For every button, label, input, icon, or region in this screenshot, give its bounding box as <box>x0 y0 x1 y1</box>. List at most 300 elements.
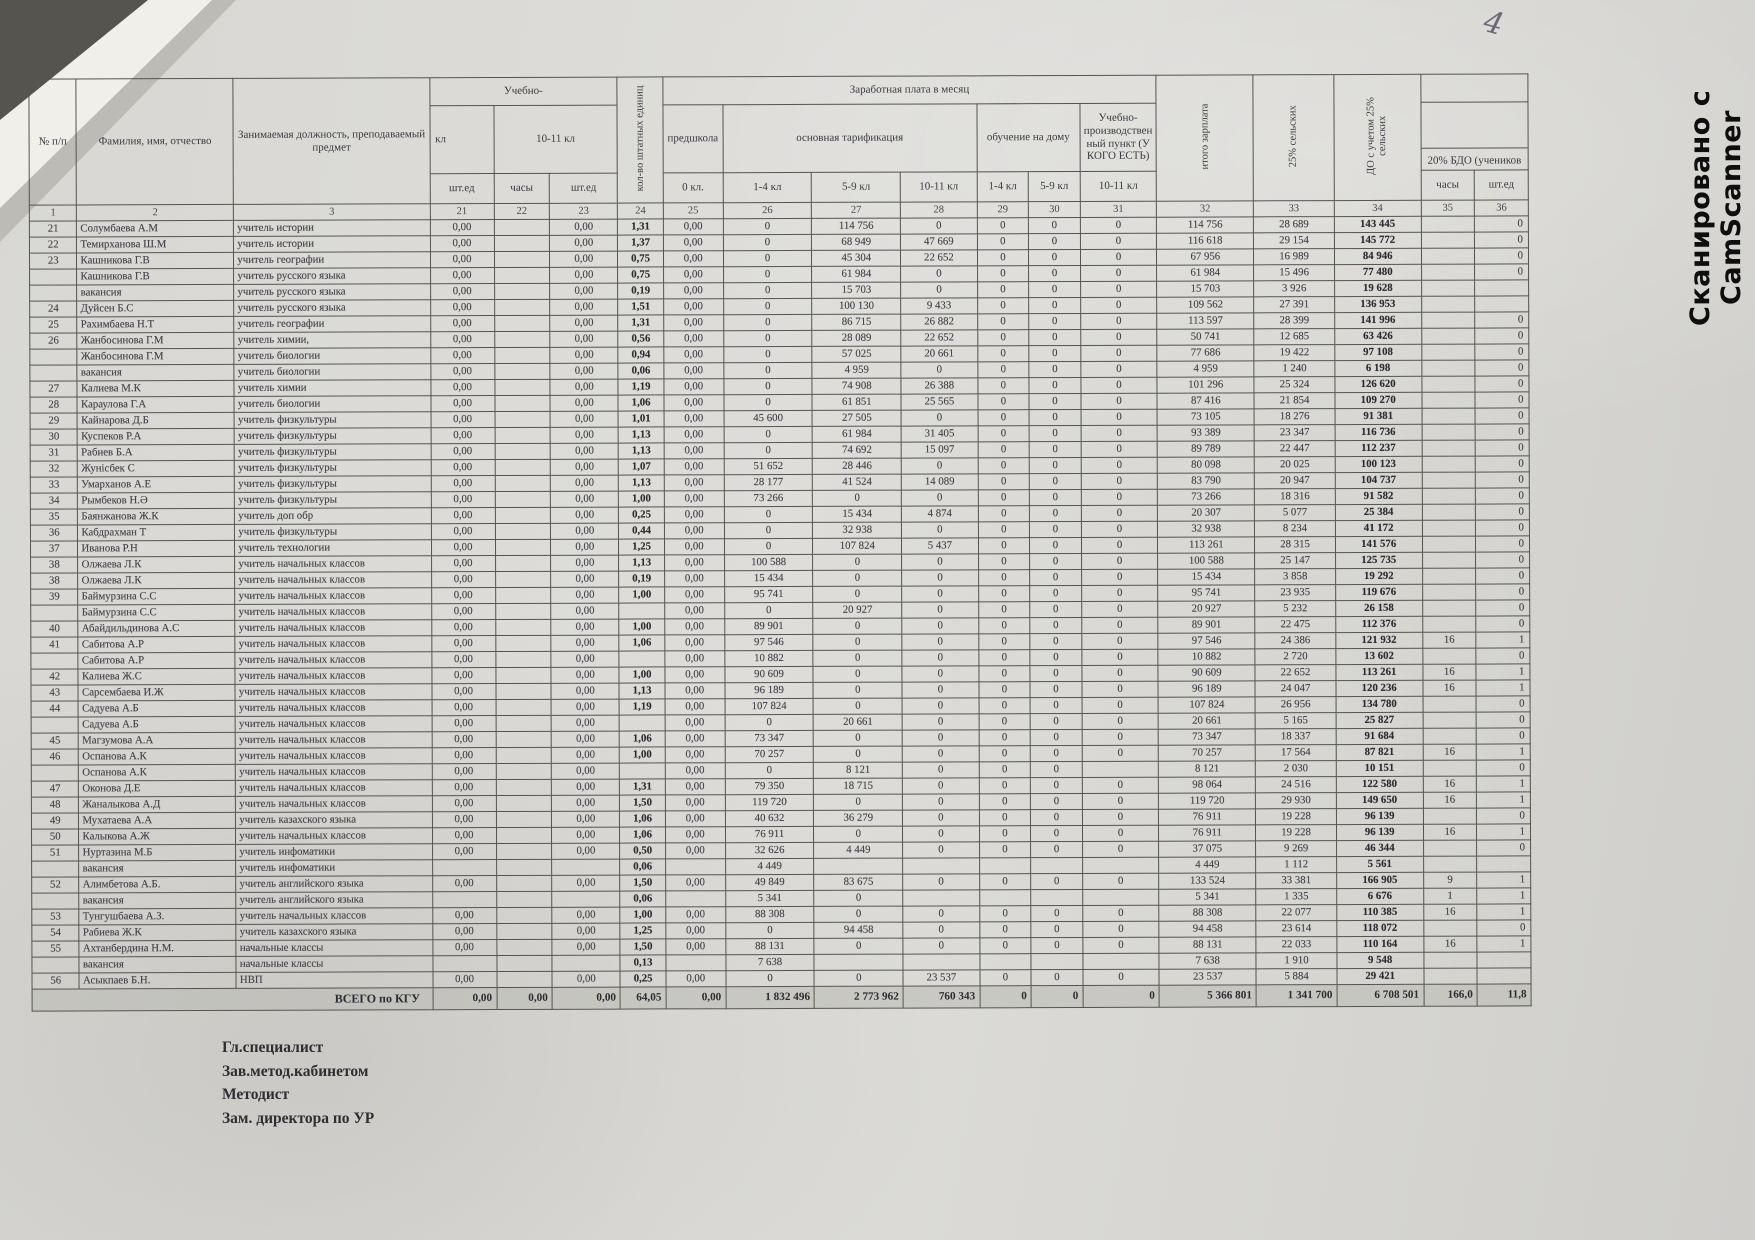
cell: 0,00 <box>665 779 725 795</box>
cell: 0 <box>1030 649 1082 665</box>
cell: 0 <box>1476 504 1530 520</box>
cell: 88 308 <box>1159 905 1256 921</box>
cell: Магзумова А.А <box>79 732 236 749</box>
cell: 0 <box>1475 472 1529 488</box>
cell <box>1422 552 1476 568</box>
cell: учитель казахского языка <box>236 812 432 829</box>
cell: 0,00 <box>431 572 495 588</box>
cell: 1,31 <box>618 219 663 235</box>
cell: Кашникова Г.В <box>77 252 234 269</box>
cell <box>496 955 552 971</box>
colnum: 24 <box>618 203 663 219</box>
cell <box>666 955 726 971</box>
cell: 0,00 <box>551 523 619 539</box>
cell: 1 <box>1477 776 1531 792</box>
cell: 0,00 <box>664 571 724 587</box>
cell: 49 849 <box>725 874 814 890</box>
cell <box>1423 840 1477 856</box>
colnum: 26 <box>723 202 812 218</box>
cell: 0,94 <box>618 347 663 363</box>
cell <box>903 858 979 874</box>
cell: 0 <box>1031 921 1083 937</box>
cell: учитель физкультуры <box>235 444 431 461</box>
cell <box>620 763 665 779</box>
cell: 20 927 <box>813 602 902 618</box>
cell: 79 350 <box>725 778 814 794</box>
cell: Кашникова Г.В <box>77 268 234 285</box>
cell: 0,00 <box>550 235 618 251</box>
cell <box>1031 953 1083 969</box>
cell: 8 234 <box>1255 521 1336 537</box>
cell: учитель физкультуры <box>234 428 430 445</box>
cell <box>496 875 552 891</box>
cell: 29 421 <box>1337 968 1424 984</box>
cell: 22 652 <box>901 250 977 266</box>
cell: 112 237 <box>1335 440 1422 456</box>
cell: 0 <box>814 970 903 986</box>
cell: 45 600 <box>724 410 813 426</box>
cell <box>496 763 552 779</box>
cell: 15 434 <box>813 506 902 522</box>
tariff-table-wrap <box>28 73 1541 1011</box>
cell: 101 296 <box>1157 377 1254 393</box>
cell: вакансия <box>77 284 234 301</box>
cell <box>1031 857 1083 873</box>
cell: 80 098 <box>1157 457 1254 473</box>
cell: 18 715 <box>814 778 903 794</box>
cell: учитель начальных классов <box>235 620 431 637</box>
cell: 63 426 <box>1335 328 1422 344</box>
cell <box>495 587 551 603</box>
cell: 0 <box>723 298 812 314</box>
cell: 0 <box>1030 569 1082 585</box>
cell: 22 <box>29 237 77 253</box>
cell: 87 416 <box>1157 393 1254 409</box>
cell: 25 147 <box>1255 553 1336 569</box>
cell: 0,00 <box>551 539 619 555</box>
cell: Оспанова А.К <box>79 748 236 765</box>
colnum: 30 <box>1028 201 1080 217</box>
cell: 16 <box>1423 824 1477 840</box>
cell: Асыкпаев Б.Н. <box>79 972 236 989</box>
cell <box>1421 280 1475 296</box>
cell: 3 926 <box>1254 281 1335 297</box>
total-row <box>32 984 1531 1011</box>
cell: 38 <box>31 573 79 589</box>
cell: 8 121 <box>814 762 903 778</box>
cell: 16 <box>1422 664 1476 680</box>
cell: 0,00 <box>431 588 495 604</box>
cell: 18 337 <box>1255 729 1336 745</box>
cell: 0 <box>1082 777 1159 793</box>
cell <box>1421 296 1475 312</box>
cell: 25 827 <box>1336 712 1423 728</box>
cell: 0 <box>1477 808 1531 824</box>
cell <box>31 653 79 669</box>
header-chasy: часы <box>494 173 550 203</box>
cell: 0 <box>903 922 979 938</box>
cell: 119 676 <box>1335 584 1422 600</box>
cell: 0,00 <box>664 379 724 395</box>
cell: 0 <box>1082 633 1159 649</box>
cell: 0,00 <box>430 364 494 380</box>
cell: 0,00 <box>550 443 618 459</box>
cell: 0 <box>902 522 978 538</box>
cell: 0,19 <box>619 571 664 587</box>
total-cell: 0 <box>980 986 1032 1008</box>
cell: Жаналыкова А.Д <box>79 796 236 813</box>
cell: 0 <box>978 634 1030 650</box>
table-footer <box>32 984 1531 1011</box>
cell: 107 824 <box>725 698 814 714</box>
cell: учитель начальных классов <box>236 828 432 845</box>
cell: 0,00 <box>665 875 725 891</box>
cell: Олжаева Л.К <box>78 556 235 573</box>
cell: 113 597 <box>1157 313 1254 329</box>
cell: 0 <box>1030 697 1082 713</box>
cell: 26 956 <box>1255 697 1336 713</box>
colnum: 29 <box>977 202 1029 218</box>
cell: 97 546 <box>724 634 813 650</box>
cell: 23 614 <box>1256 921 1337 937</box>
cell: 0 <box>1031 825 1083 841</box>
cell: 0 <box>1477 920 1531 936</box>
cell: 0 <box>1475 392 1529 408</box>
cell <box>496 715 552 731</box>
cell: 0,00 <box>552 971 620 987</box>
cell <box>495 523 551 539</box>
cell: 45 304 <box>812 250 901 266</box>
cell: 0,00 <box>664 539 724 555</box>
cell: учитель начальных классов <box>235 604 431 621</box>
cell: Жанбосинова Г.М <box>77 332 234 349</box>
cell <box>30 285 78 301</box>
cell: 0 <box>977 266 1029 282</box>
cell: 97 546 <box>1158 633 1255 649</box>
header-itogo-label: итого зарплата <box>1198 103 1211 170</box>
cell: 0 <box>813 586 902 602</box>
cell: 0,00 <box>430 252 494 268</box>
cell: Солумбаева А.М <box>77 220 234 237</box>
cell: 0 <box>1030 505 1082 521</box>
cell: 0,00 <box>551 555 619 571</box>
cell: 0,06 <box>618 363 663 379</box>
cell <box>1477 968 1531 984</box>
cell: 5 437 <box>902 538 978 554</box>
cell: 4 874 <box>902 506 978 522</box>
cell: 5 561 <box>1336 856 1423 872</box>
cell <box>494 299 550 315</box>
cell: 0 <box>902 602 978 618</box>
cell <box>1082 857 1159 873</box>
cell: 0,00 <box>431 444 495 460</box>
cell: 22 033 <box>1256 937 1337 953</box>
cell <box>1477 856 1531 872</box>
cell: 120 236 <box>1336 680 1423 696</box>
cell: 0 <box>1081 361 1158 377</box>
cell: 95 741 <box>1158 585 1255 601</box>
cell: 0 <box>813 682 902 698</box>
cell: 0 <box>723 250 812 266</box>
colnum: 21 <box>430 204 494 220</box>
cell <box>496 891 552 907</box>
cell: 1,07 <box>619 459 664 475</box>
cell: 0 <box>813 490 902 506</box>
cell <box>1423 696 1477 712</box>
cell: 4 959 <box>1157 361 1254 377</box>
cell: 77 686 <box>1157 345 1254 361</box>
cell: 0 <box>723 218 812 234</box>
cell: 0 <box>1081 553 1158 569</box>
cell: 0,00 <box>430 220 494 236</box>
cell: 0 <box>1029 217 1081 233</box>
cell: Калыкова А.Ж <box>79 828 236 845</box>
cell <box>496 923 552 939</box>
cell <box>1422 456 1476 472</box>
cell: 0,00 <box>431 460 495 476</box>
cell: 0 <box>1476 600 1530 616</box>
cell: 0,00 <box>665 651 725 667</box>
cell: учитель доп обр <box>235 508 431 525</box>
header-staff-units <box>617 77 663 203</box>
cell: 0 <box>723 234 812 250</box>
cell: 0,00 <box>552 795 620 811</box>
cell: 0 <box>1030 601 1082 617</box>
cell: 0 <box>1083 905 1160 921</box>
cell: 0,75 <box>618 267 663 283</box>
cell: учитель химии, <box>234 332 430 349</box>
cell: 0 <box>979 682 1031 698</box>
cell: 20 661 <box>901 346 977 362</box>
cell: 0,00 <box>430 300 494 316</box>
signature-line: Зав.метод.кабинетом <box>222 1062 369 1080</box>
cell: учитель химии <box>234 380 430 397</box>
cell: Оконова Д.Е <box>79 780 236 797</box>
cell: 93 389 <box>1157 425 1254 441</box>
cell: учитель русского языка <box>234 268 430 285</box>
cell <box>552 955 620 971</box>
cell: 61 984 <box>813 426 902 442</box>
cell: 41 172 <box>1335 520 1422 536</box>
cell: 29 <box>30 413 78 429</box>
cell: 0 <box>979 922 1031 938</box>
cell: 0 <box>978 490 1030 506</box>
cell: 9 269 <box>1256 841 1337 857</box>
cell: 0 <box>1030 761 1082 777</box>
cell: 4 449 <box>814 842 903 858</box>
cell: 0 <box>1031 777 1083 793</box>
cell: 32 626 <box>725 842 814 858</box>
cell: 0,00 <box>664 347 724 363</box>
cell: 0 <box>1031 793 1083 809</box>
cell: 0 <box>902 666 978 682</box>
cell: 48 <box>31 797 79 813</box>
cell: 1,19 <box>618 379 663 395</box>
cell <box>32 893 80 909</box>
cell: 0 <box>1081 425 1158 441</box>
cell: 19 422 <box>1254 345 1335 361</box>
cell: 47 669 <box>901 234 977 250</box>
cell: 0 <box>724 506 813 522</box>
cell: 0,00 <box>431 508 495 524</box>
cell: 0 <box>1082 745 1159 761</box>
cell: 0,00 <box>550 267 618 283</box>
cell: 7 638 <box>1159 953 1256 969</box>
cell: 3 858 <box>1255 569 1336 585</box>
cell: 0 <box>902 490 978 506</box>
cell <box>1421 232 1475 248</box>
cell: 0 <box>1475 264 1529 280</box>
cell: 37 075 <box>1159 841 1256 857</box>
cell: 0 <box>1030 521 1082 537</box>
cell: 0 <box>813 634 902 650</box>
cell <box>1475 296 1529 312</box>
header-do-label: ДО с учетом 25% сельских <box>1365 96 1389 175</box>
cell: 0 <box>978 394 1030 410</box>
cell <box>497 971 553 987</box>
camscanner-watermark: Сканировано с CamScanner <box>1685 89 1747 327</box>
cell: 116 736 <box>1335 424 1422 440</box>
cell: 51 <box>32 845 80 861</box>
cell: 0 <box>903 794 979 810</box>
cell <box>1423 712 1477 728</box>
cell: 1,25 <box>620 923 665 939</box>
cell: 23 537 <box>903 970 979 986</box>
cell <box>1421 360 1475 376</box>
cell: 16 <box>1423 776 1477 792</box>
cell: 1 <box>1477 872 1531 888</box>
header-14b: 1-4 кл <box>977 172 1029 202</box>
cell: 68 949 <box>812 234 901 250</box>
cell: 9 548 <box>1337 952 1424 968</box>
cell: Алимбетова А.Б. <box>79 876 236 893</box>
cell: 1 240 <box>1254 361 1335 377</box>
cell: 0 <box>1031 905 1083 921</box>
cell <box>496 843 552 859</box>
cell: 73 105 <box>1157 409 1254 425</box>
cell: 0 <box>1031 873 1083 889</box>
cell: 0 <box>1081 585 1158 601</box>
cell: 0 <box>902 746 978 762</box>
cell: 0 <box>1082 793 1159 809</box>
cell: 70 257 <box>725 746 814 762</box>
cell: 121 932 <box>1336 632 1423 648</box>
cell: 0,00 <box>666 971 726 987</box>
cell: 0,00 <box>551 667 619 683</box>
cell <box>495 475 551 491</box>
cell: 1 <box>1476 744 1530 760</box>
header-itogo <box>1156 75 1253 201</box>
cell: Жанбосинова Г.М <box>77 348 234 365</box>
cell: учитель инфоматики <box>236 860 432 877</box>
cell: учитель начальных классов <box>235 716 431 733</box>
cell: 0 <box>979 842 1031 858</box>
cell <box>494 347 550 363</box>
cell: 141 576 <box>1335 536 1422 552</box>
cell: 0,00 <box>550 395 618 411</box>
cell: 4 449 <box>725 858 814 874</box>
cell: 0 <box>1080 313 1157 329</box>
cell: 0 <box>902 714 978 730</box>
cell: 0 <box>978 650 1030 666</box>
cell: 0,00 <box>665 843 725 859</box>
cell <box>495 411 551 427</box>
cell: 0,00 <box>431 524 495 540</box>
cell: 0 <box>978 378 1030 394</box>
cell: 0 <box>1030 633 1082 649</box>
cell: 0 <box>814 890 903 906</box>
cell <box>432 956 496 972</box>
cell: 0,25 <box>620 971 665 987</box>
cell: Баймурзина С.С <box>78 604 235 621</box>
cell: 28 089 <box>812 330 901 346</box>
cell: учитель начальных классов <box>235 700 431 717</box>
cell: 0 <box>979 714 1031 730</box>
cell: 0 <box>724 442 813 458</box>
cell: 0,00 <box>430 268 494 284</box>
cell: 0 <box>1029 457 1081 473</box>
cell: 0,00 <box>663 299 723 315</box>
cell <box>979 890 1031 906</box>
cell: 26 388 <box>901 378 977 394</box>
cell: 0,00 <box>664 315 724 331</box>
cell: 19 228 <box>1256 825 1337 841</box>
cell: 0 <box>725 922 814 938</box>
cell: Тунгушбаева А.З. <box>79 908 236 925</box>
cell <box>1477 952 1531 968</box>
cell: 0,00 <box>663 251 723 267</box>
cell: 100 130 <box>812 298 901 314</box>
cell: 15 434 <box>724 570 813 586</box>
cell: 1 <box>1477 792 1531 808</box>
cell: 0,00 <box>432 924 496 940</box>
cell: 0 <box>1030 729 1082 745</box>
cell: 24 516 <box>1256 777 1337 793</box>
cell: 28 177 <box>724 474 813 490</box>
cell: 24 <box>30 301 78 317</box>
cell: 91 684 <box>1336 728 1423 744</box>
tariff-table <box>28 73 1531 1011</box>
header-1011b: 10-11 кл <box>1080 171 1157 201</box>
cell: 16 <box>1423 744 1477 760</box>
cell: 0 <box>1029 313 1081 329</box>
cell: 145 772 <box>1334 232 1421 248</box>
cell: 0,00 <box>664 507 724 523</box>
cell <box>1421 344 1475 360</box>
cell <box>494 251 550 267</box>
cell: 31 <box>30 445 78 461</box>
cell: 21 <box>29 221 77 237</box>
cell: 1,51 <box>618 299 663 315</box>
cell: 33 381 <box>1256 873 1337 889</box>
cell: учитель начальных классов <box>236 908 432 925</box>
cell: 1 <box>1477 936 1531 952</box>
cell: 0,06 <box>620 891 665 907</box>
header-position: Занимаемая должность, преподаваемый предмет <box>233 78 430 205</box>
cell: 0 <box>1475 216 1529 232</box>
cell: 0 <box>1031 937 1083 953</box>
header-59a: 5-9 кл <box>812 172 901 202</box>
cell: Рахимбаева Н.Т <box>77 316 234 333</box>
cell: 0,00 <box>430 348 494 364</box>
cell: 149 650 <box>1336 792 1423 808</box>
cell: 0,00 <box>664 587 724 603</box>
cell <box>980 954 1032 970</box>
cell <box>496 907 552 923</box>
cell <box>814 858 903 874</box>
cell: начальные классы <box>236 940 432 957</box>
cell: 0,00 <box>433 972 497 988</box>
